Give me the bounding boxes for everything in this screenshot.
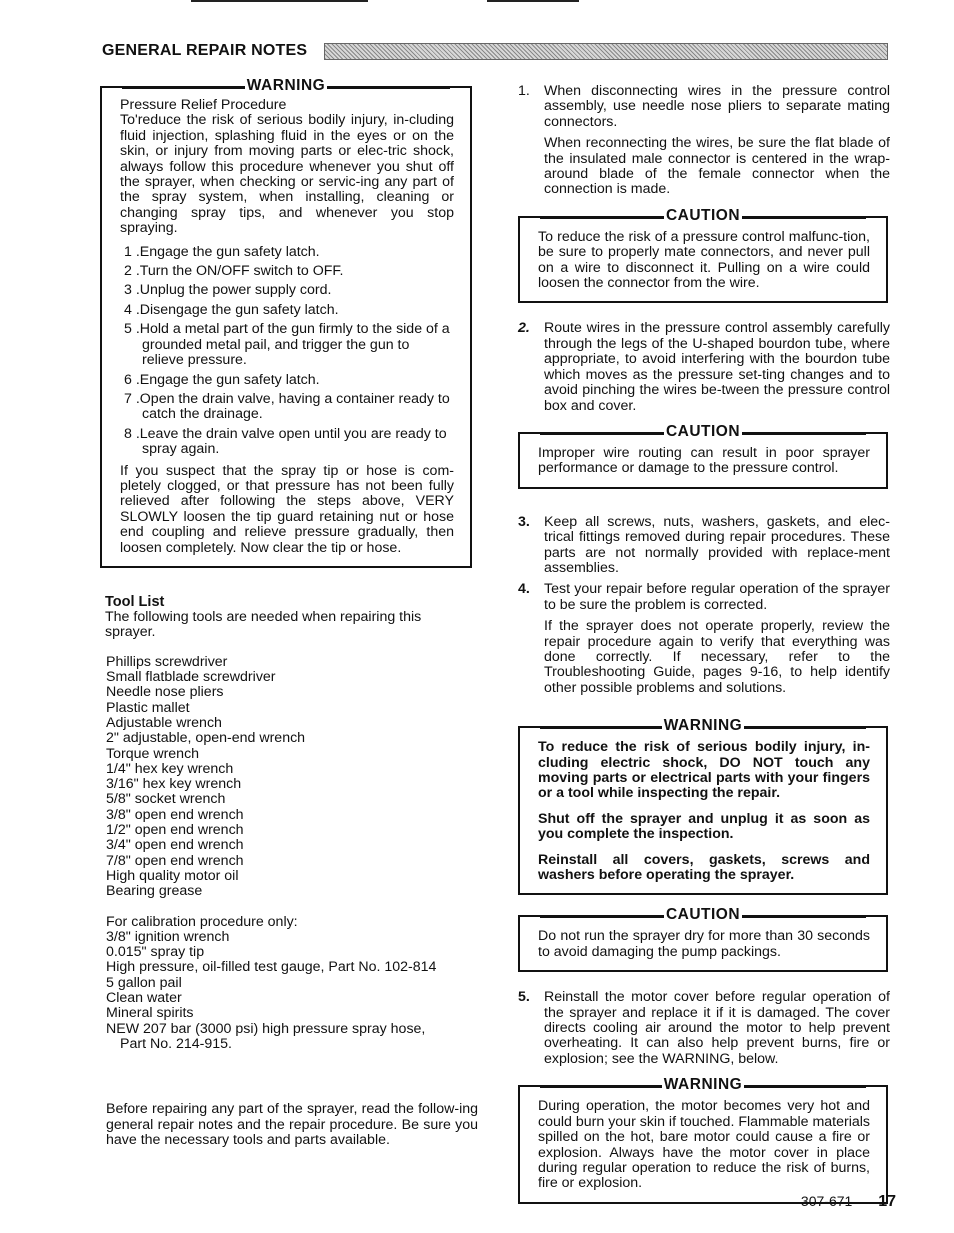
pressure-relief-warning-box	[100, 77, 472, 568]
calibration-item: 0.015" spray tip	[106, 944, 205, 961]
warning-closing: If you suspect that the spray tip or hose is com-pletely clogged, or that pressure has not been fully relieved after following the steps above, VERY SLOWLY loosen the tip guard retaining nut or hose end coupling and relieve pressure gradually, then loosen completely. Now clear the tip or hose.	[120, 462, 454, 556]
note-text: Test your repair before regular operation of the sprayer to be sure the problem is corrected.	[544, 581, 890, 613]
calibration-item: NEW 207 bar (3000 psi) high pressure spray hose,	[106, 1020, 426, 1037]
warning-heading: WARNING	[246, 77, 326, 94]
right-column	[514, 84, 890, 1222]
tool-item: Small flatblade screwdriver	[106, 669, 276, 686]
caution-box-dry-run	[518, 906, 888, 972]
note-text: Keep all screws, nuts, washers, gaskets, and elec-trical fittings removed during repair procedures. These parts are not normally provided with replace-ment assemblies.	[544, 513, 890, 576]
relief-step: 6 .Engage the gun safety latch.	[124, 371, 320, 388]
caution-text: To reduce the risk of a pressure control malfunc-tion, be sure to properly mate connectors, and never pull on a wire to disconnect it. Pulling on a wire could loosen the connector from the wire.	[538, 228, 870, 292]
calibration-item: High pressure, oil-filled test gauge, Part No. 102-814	[106, 959, 437, 976]
caution-box-connectors	[518, 206, 888, 304]
tool-item: Needle nose pliers	[106, 684, 224, 701]
calibration-item: Clean water	[106, 990, 182, 1007]
warning-box-inspection	[518, 717, 888, 895]
relief-step: 4 .Disengage the gun safety latch.	[124, 301, 339, 318]
warning-text: During operation, the motor becomes very hot and could burn your skin if touched. Flammable materials spilled on the hot, bare motor could cause a fire or explosion. Always have the motor cover in place during regular operation to reduce the risk of burns, fire or explosion.	[538, 1098, 870, 1192]
relief-step: 3 .Unplug the power supply cord.	[124, 282, 332, 299]
caution-heading: CAUTION	[665, 422, 741, 440]
caution-heading: CAUTION	[665, 906, 741, 924]
warning-intro: To'reduce the risk of serious bodily injury, in-cluding fluid injection, splashing fluid in the eyes or on the skin, or injury from moving parts or elec-tric shock, always follow this procedure whenever you shut off the sprayer, when checking or servic-ing any part of the spray system, when installing, cleaning or changing spray tips, and whenever you stop spraying.	[120, 112, 454, 237]
tool-item: 5/8" socket wrench	[106, 791, 226, 808]
note-text: If the sprayer does not operate properly, review the repair procedure again to verify that everything was done correctly. If necessary, refer to the Troubleshooting Guide, pages 9-16, to help identify other possible problems and solutions.	[544, 618, 890, 696]
tool-list	[106, 655, 472, 900]
warning-text: Reinstall all covers, gaskets, screws and washers before operating the sprayer.	[538, 851, 870, 884]
tool-item: 3/16" hex key wrench	[106, 776, 242, 793]
caution-box-wire-routing	[518, 422, 888, 489]
relief-step: 1 .Engage the gun safety latch.	[124, 243, 320, 260]
relief-steps	[124, 245, 454, 458]
note-text: Reinstall the motor cover before regular operation of the sprayer and replace it if it is damaged. The cover directs cooling air around the motor to help prevent overheating. It can also help prevent burns, fire or explosion; see the WARNING, below.	[544, 989, 890, 1067]
tool-item: Plastic mallet	[106, 699, 190, 716]
repair-note-3	[514, 515, 890, 577]
warning-text: Shut off the sprayer and unplug it as soon as you complete the inspection.	[538, 810, 870, 843]
page-footer	[801, 1193, 896, 1211]
tool-item: 7/8" open end wrench	[106, 852, 244, 869]
note-text: Route wires in the pressure control assembly carefully through the legs of the U-shaped bourdon tube, where appropriate, to avoid interfering with the bourdon tube which moves as the pressure set-ting changes and to avoid pinching the wires be-tween the pressure control box and cover.	[544, 320, 890, 414]
tool-item: Torque wrench	[106, 745, 200, 762]
repair-note-4	[514, 582, 890, 696]
tool-list-title: Tool List	[105, 593, 165, 610]
note-number: 1.	[518, 83, 530, 99]
calibration-item: Mineral spirits	[106, 1005, 194, 1022]
tool-item: Bearing grease	[106, 883, 203, 900]
calibration-item: Part No. 214-915.	[120, 1035, 232, 1052]
left-column	[100, 77, 478, 1149]
note-number: 5.	[518, 989, 530, 1006]
note-number: 2.	[518, 320, 530, 337]
page-number: 17	[878, 1193, 896, 1210]
tool-list-intro: The following tools are needed when repairing this sprayer.	[105, 608, 422, 641]
repair-note-5	[514, 990, 890, 1067]
note-number: 3.	[518, 513, 530, 530]
top-rule-left	[191, 0, 368, 2]
calibration-item: 5 gallon pail	[106, 974, 182, 991]
warning-subheading: Pressure Relief Procedure	[120, 97, 287, 113]
section-title: GENERAL REPAIR NOTES	[102, 42, 311, 60]
tool-item: 3/4" open end wrench	[106, 837, 244, 854]
caution-text: Do not run the sprayer dry for more than 30 seconds to avoid damaging the pump packings.	[538, 928, 870, 960]
tool-item: Adjustable wrench	[106, 714, 222, 731]
tool-item: 2" adjustable, open-end wrench	[106, 730, 306, 747]
relief-step: 8 .Leave the drain valve open until you are ready to spray again.	[124, 425, 447, 458]
calibration-heading: For calibration procedure only:	[106, 913, 298, 930]
tool-item: 3/8" open end wrench	[106, 806, 244, 823]
note-text: When reconnecting the wires, be sure the flat blade of the insulated male connector is centered in the wrap-around blade of the female connector when the connection is made.	[544, 135, 890, 198]
caution-heading: CAUTION	[665, 206, 741, 224]
note-text: When disconnecting wires in the pressure control assembly, use needle nose pliers to separate mating connectors.	[544, 83, 890, 130]
repair-note-1	[514, 84, 890, 198]
warning-heading: WARNING	[663, 717, 743, 735]
tool-list-closing: Before repairing any part of the sprayer, read the follow-ing general repair notes and the repair procedure. Be sure you have the necessary tools and parts available.	[106, 1101, 478, 1149]
warning-box-hot-motor	[518, 1076, 888, 1203]
calibration-tools	[106, 915, 472, 1053]
tool-item: High quality motor oil	[106, 867, 239, 884]
section-title-bar	[324, 43, 888, 60]
warning-heading: WARNING	[663, 1076, 743, 1094]
tool-item: 1/2" open end wrench	[106, 822, 244, 839]
section-header	[102, 42, 888, 62]
note-number: 4.	[518, 581, 530, 598]
caution-text: Improper wire routing can result in poor sprayer performance or damage to the pressure control.	[538, 444, 870, 477]
calibration-item: 3/8" ignition wrench	[106, 928, 230, 945]
repair-note-2	[514, 321, 890, 413]
warning-text: To reduce the risk of serious bodily injury, in-cluding electric shock, DO NOT touch any moving parts or electrical parts with your fingers or a tool while inspecting the repair.	[538, 739, 870, 802]
relief-step: 7 .Open the drain valve, having a container ready to catch the drainage.	[124, 390, 450, 423]
relief-step: 2 .Turn the ON/OFF switch to OFF.	[124, 263, 344, 280]
top-rule-right	[487, 0, 579, 2]
document-number: 307-671	[800, 1193, 853, 1209]
tool-item: Phillips screwdriver	[106, 653, 228, 670]
relief-step: 5 .Hold a metal part of the gun firmly to the side of a grounded metal pail, and trigger the gun to relieve pressure.	[124, 321, 450, 369]
tool-item: 1/4" hex key wrench	[106, 760, 234, 777]
